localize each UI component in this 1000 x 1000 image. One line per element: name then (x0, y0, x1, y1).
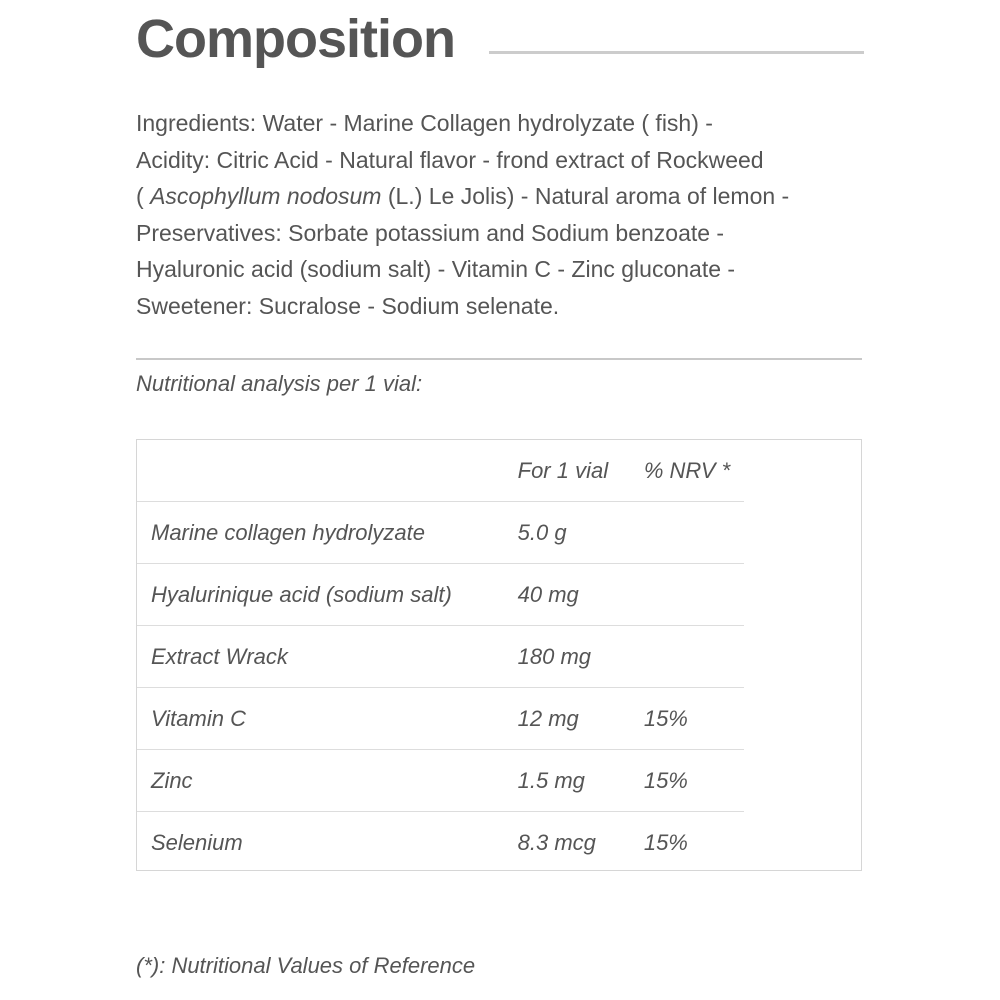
nutrient-nrv: 15% (644, 750, 744, 812)
nutrient-nrv: 15% (643, 829, 688, 855)
table-header-row (137, 440, 744, 502)
nutrient-nrv (644, 626, 744, 688)
nutrient-name: Zinc (137, 750, 518, 812)
title-divider (489, 51, 864, 54)
page-title: Composition (136, 9, 455, 69)
nutrient-name: Selenium (151, 829, 243, 855)
table-row (137, 564, 744, 626)
ingredients-line: Acidity: Citric Acid - Natural flavor - frond extract of Rockweed (136, 146, 764, 173)
table-row (137, 688, 744, 750)
table-row (137, 626, 744, 688)
nutrient-per-vial: 40 mg (518, 564, 644, 626)
nutrient-nrv (644, 502, 744, 564)
nutrient-per-vial: 8.3 mcg (517, 829, 596, 855)
header-cell-per-vial: For 1 vial (518, 440, 644, 502)
table-row (137, 502, 744, 564)
nutrient-name: Marine collagen hydrolyzate (137, 502, 518, 564)
footnote: (*): Nutritional Values of Reference (136, 953, 476, 978)
ingredients-line: Ingredients: Water - Marine Collagen hydrolyzate ( fish) - (136, 110, 713, 136)
nutrient-per-vial: 180 mg (518, 626, 644, 688)
title-row (136, 4, 864, 74)
nutrient-nrv (644, 564, 744, 626)
nutrient-per-vial: 1.5 mg (518, 750, 644, 812)
nutrient-nrv: 15% (644, 688, 744, 750)
nutrition-table (137, 440, 744, 873)
table-row (137, 750, 744, 812)
header-cell-name (137, 440, 518, 502)
nutrient-per-vial: 12 mg (518, 688, 644, 750)
nutrient-per-vial: 5.0 g (518, 502, 644, 564)
ingredients-line: Hyaluronic acid (sodium salt) - Vitamin C - Zinc gluconate - (136, 256, 736, 283)
ingredients-line (136, 178, 864, 215)
header-cell-nrv: % NRV * (644, 440, 744, 502)
nutrition-table-box (136, 439, 862, 871)
ingredients-line-suffix: (L.) Le Jolis) - Natural aroma of lemon - (381, 183, 790, 210)
ingredients-line-prefix: ( (136, 183, 151, 210)
ingredients-line: Sweetener: Sucralose - Sodium selenate. (136, 292, 560, 319)
ingredients-text (136, 105, 864, 325)
section-divider (136, 358, 862, 360)
analysis-caption: Nutritional analysis per 1 vial: (136, 371, 423, 396)
ingredients-line: Preservatives: Sorbate potassium and Sodium benzoate - (136, 219, 725, 246)
nutrient-name: Vitamin C (137, 688, 518, 750)
nutrient-name: Extract Wrack (137, 626, 518, 688)
table-row (137, 812, 744, 874)
nutrient-name: Hyalurinique acid (sodium salt) (137, 564, 518, 626)
species-name: Ascophyllum nodosum (150, 183, 382, 210)
